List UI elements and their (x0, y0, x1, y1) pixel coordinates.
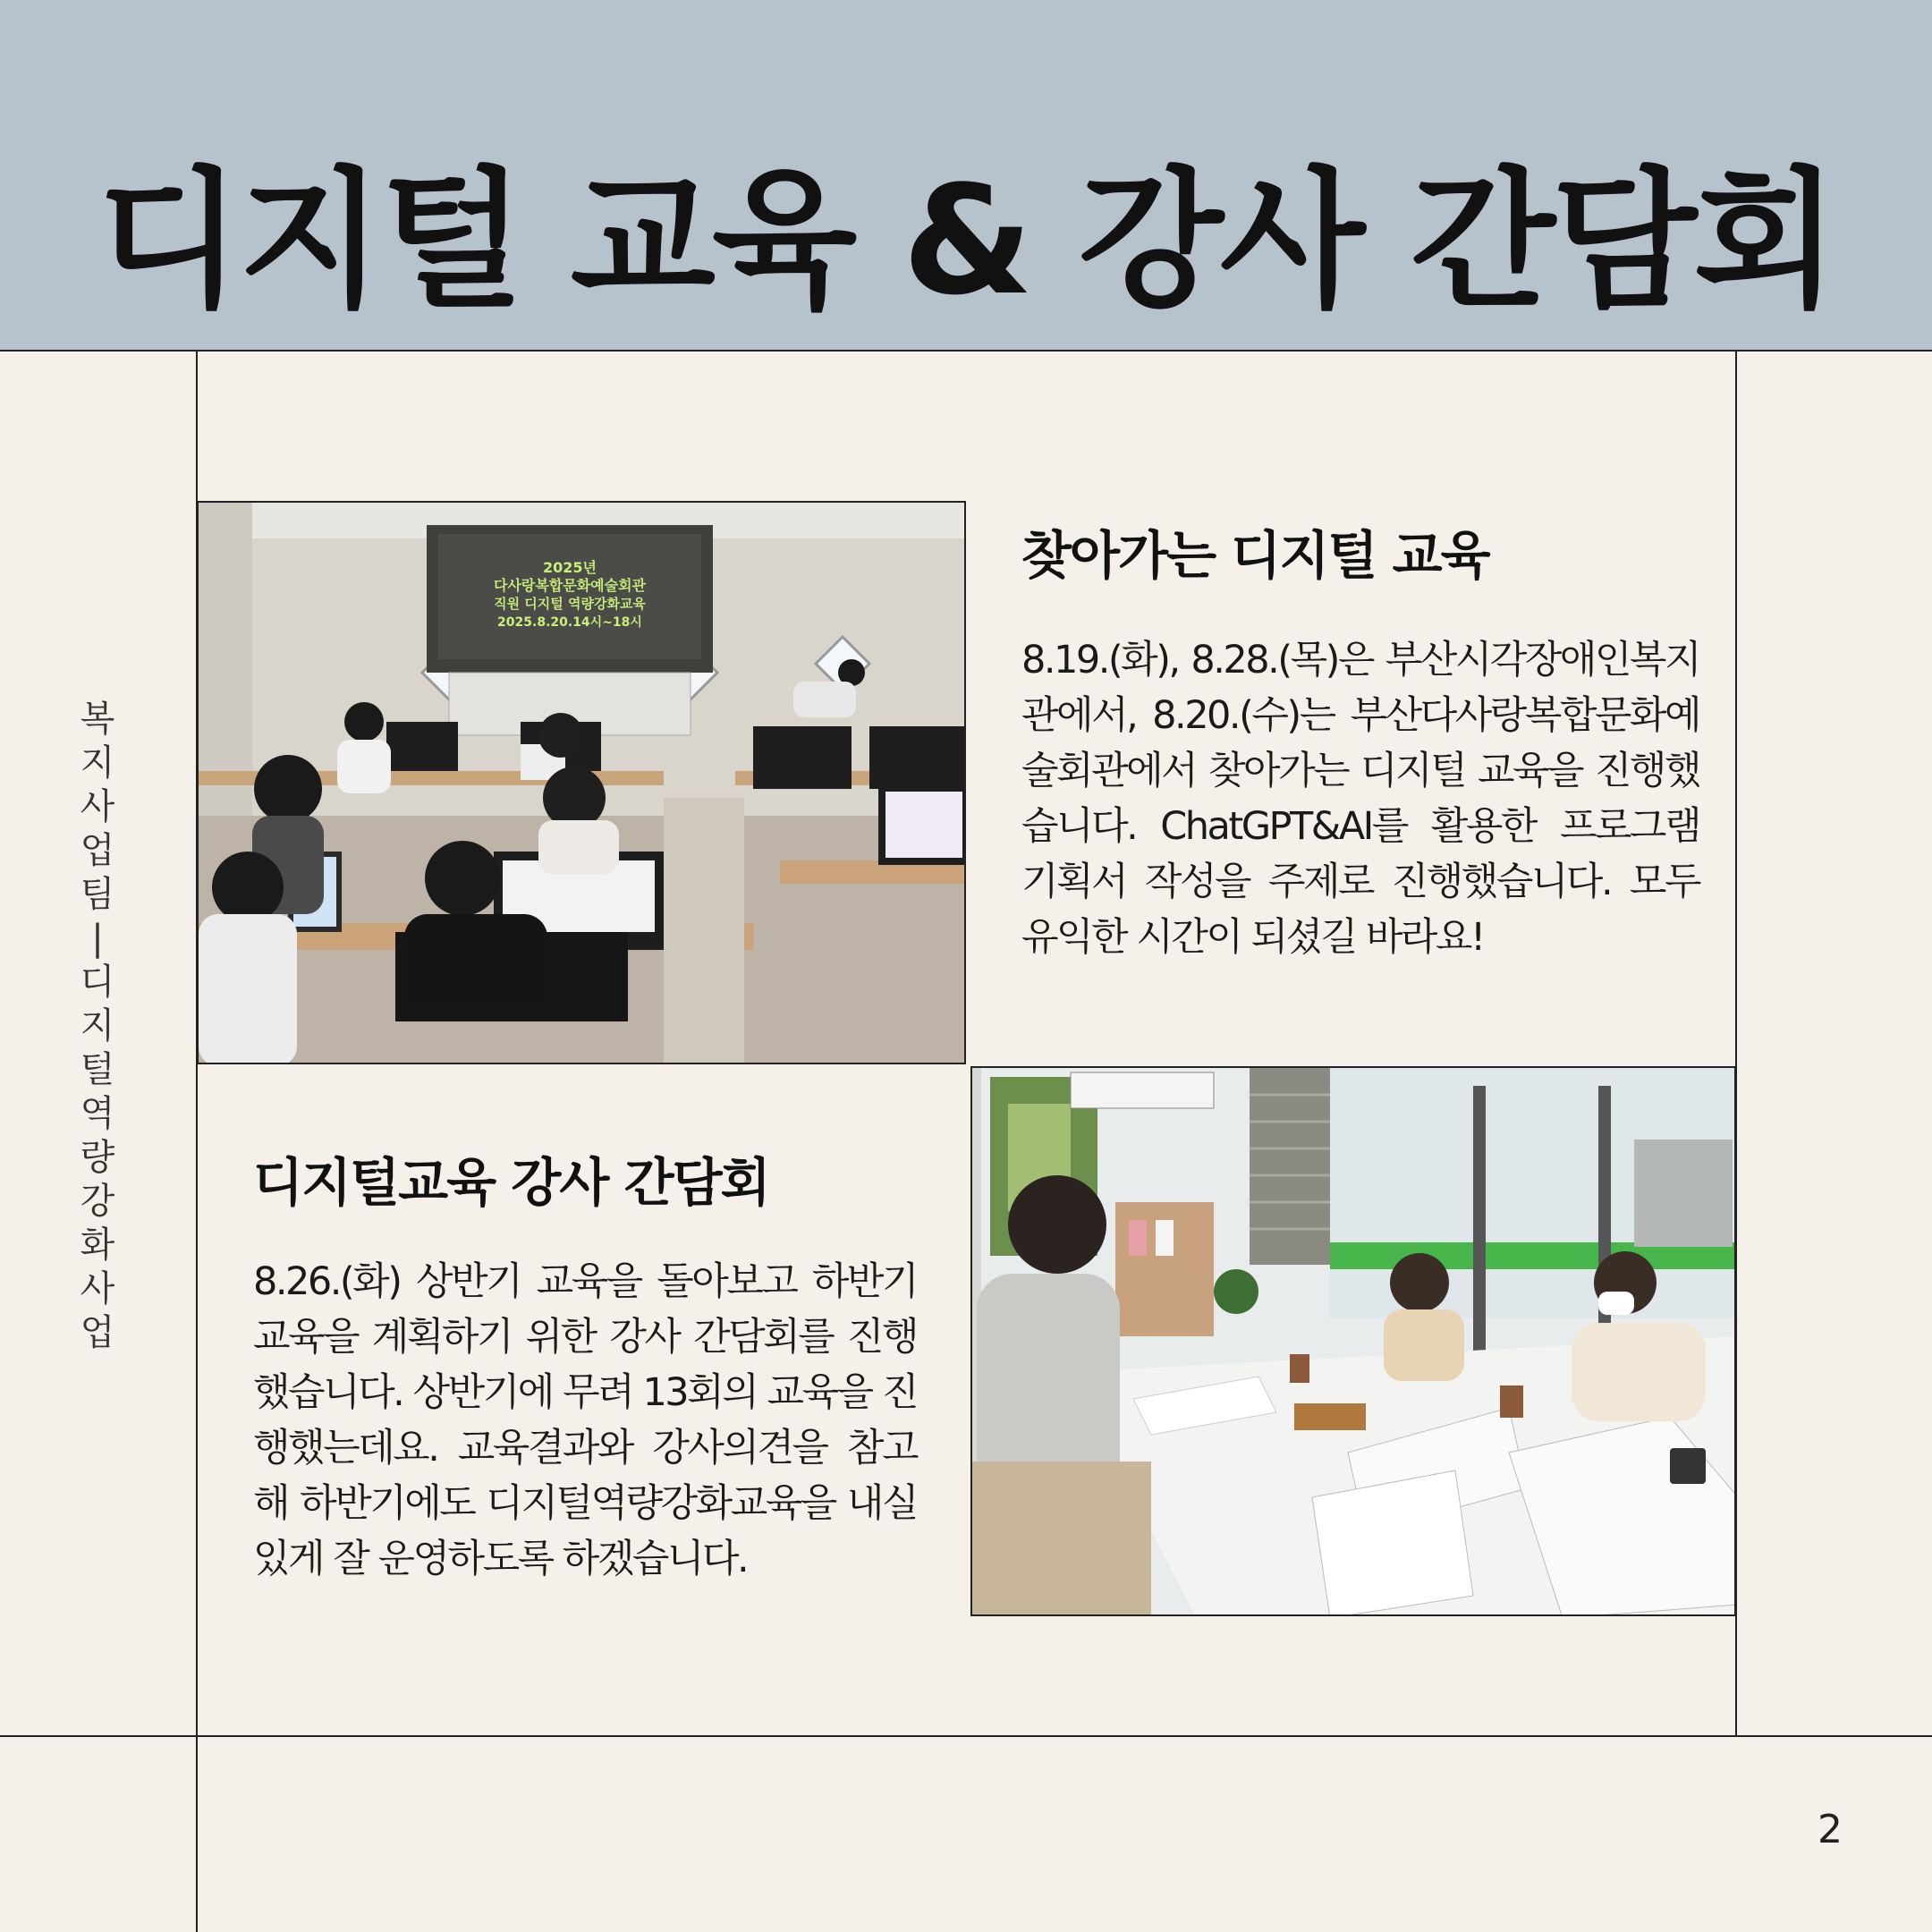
divider-top (0, 350, 1932, 352)
section2-body: 8.26.(화) 상반기 교육을 돌아보고 하반기 교육을 계획하기 위한 강사 간담회를 진행했습니다. 상반기에 무려 13회의 교육을 진행했는데요. 교육결과와 강사의견을 참고해 하반기에도 디지털역량강화교육을 내실있게 잘 운영하도록 하겠습니다. (253, 1259, 917, 1581)
side-label: 복지사업팀 | 디지털역량강화사업 (80, 699, 115, 1353)
screen-text-1: 2025년 (543, 559, 597, 576)
screen-text-2: 다사랑복합문화예술회관 (493, 577, 647, 594)
classroom-photo (197, 501, 966, 1064)
section1-heading: 찾아가는 디지털 교육 (1021, 525, 1489, 586)
screen-text-3: 직원 디지털 역량강화교육 (494, 596, 646, 612)
screen-text-4: 2025.8.20.14시~18시 (497, 615, 642, 630)
divider-bottom (0, 1735, 1932, 1737)
section1-body: 8.19.(화), 8.28.(목)은 부산시각장애인복지관에서, 8.20.(수)는 부산다사랑복합문화예술회관에서 찾아가는 디지털 교육을 진행했습니다. ChatGPT&AI를 활용한 프로그램 기획서 작성을 주제로 진행했습니다. 모두 유익한 시간이 되셨길 바라요! (1021, 638, 1699, 960)
section2-heading: 디지털교육 강사 간담회 (253, 1152, 769, 1213)
page-title: 디지털 교육 & 강사 간담회 (97, 153, 1835, 328)
page-number: 2 (1818, 1807, 1843, 1852)
header-band (0, 0, 1932, 351)
meeting-photo (970, 1066, 1736, 1616)
